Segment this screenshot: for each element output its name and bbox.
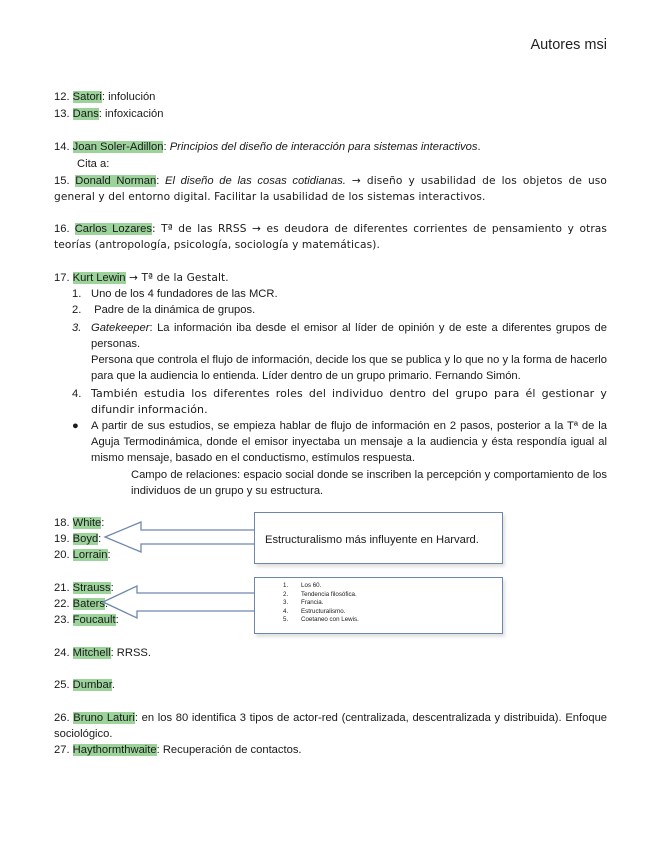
list-item: 5. Coetaneo con Lewis. <box>283 616 359 623</box>
bullet-dot: ● <box>72 420 79 432</box>
list-item: 21. Strauss: <box>54 582 114 594</box>
author-name: Dans <box>72 108 99 120</box>
author-name: Haythormthwaite <box>72 744 157 756</box>
callout-box-notes <box>254 577 503 634</box>
sub-list-text: Padre de la dinámica de grupos. <box>91 304 256 316</box>
author-name: Carlos Lozares <box>74 223 152 235</box>
author-name: Foucault <box>72 614 116 626</box>
list-item: 14. Joan Soler-Adillon: Principios del diseño de interacción para sistemas interactivos. <box>54 141 481 153</box>
callout-box-structuralism <box>254 512 503 564</box>
list-item: 3. Francia. <box>283 599 324 606</box>
sub-list-num: 3. <box>72 322 82 334</box>
sub-list-extra: Persona que controla el flujo de información, decide los que se publica y lo que no y la forma de hacerlo para que la audiencia lo entienda. Líder dentro de un grupo primario. Fernando Simón. <box>91 354 607 382</box>
author-name: Kurt Lewin <box>72 272 126 284</box>
cita-label: Cita a: <box>77 158 110 170</box>
sub-list-text: También estudia los diferentes roles del individuo dentro del grupo para él gestionar y difundir información. <box>91 387 607 416</box>
list-item: 17. Kurt Lewin → Tª de la Gestalt. <box>54 272 229 284</box>
author-name: Dumbar <box>72 679 112 691</box>
page-header-title: Autores msi <box>530 37 607 53</box>
list-item: 13. Dans: infoxicación <box>54 108 164 120</box>
list-item: 24. Mitchell: RRSS. <box>54 647 152 659</box>
list-item: 22. Baters <box>54 598 106 610</box>
author-name: Boyd <box>72 533 99 545</box>
author-name: Donald Norman <box>75 175 157 187</box>
sub-list-text: Gatekeeper: La información iba desde el emisor al líder de opinión y de este a diferentes grupos de personas. <box>91 322 607 350</box>
author-name: Satori <box>72 91 102 103</box>
list-item: 26. Bruno Laturi: en los 80 identifica 3 tipos de actor-red (centralizada, descentralizada y distribuida). Enfoque sociológico. <box>54 712 608 740</box>
list-item: 20. Lorrain: <box>54 549 111 561</box>
arrow-left-icon <box>105 522 255 552</box>
list-item: 16. Carlos Lozares: Tª de las RRSS → es deudora de diferentes corrientes de pensamiento y otras teorías (antropología, psicología, sociología y matemáticas). <box>54 223 607 251</box>
list-item: 18. White: <box>54 517 105 529</box>
sub-list-num: 4. <box>72 388 82 400</box>
list-item: 19. Boyd: <box>54 533 102 545</box>
sub-list-num: 1. <box>72 288 82 300</box>
callout-text: Estructuralismo más influyente en Harvard. <box>265 534 479 546</box>
author-name: Joan Soler-Adillon <box>72 141 164 153</box>
sub-list-text: Uno de los 4 fundadores de las MCR. <box>91 288 278 300</box>
list-item: 25. Dumbar. <box>54 679 115 691</box>
list-item: 2. Tendencia filosófica. <box>283 590 357 598</box>
list-item: 1. Los 60. <box>283 582 322 589</box>
book-title: El diseño de las cosas cotidianas. <box>165 175 346 187</box>
list-item: 4. Estructuralismo. <box>283 607 346 615</box>
list-item: 15. Donald Norman: El diseño de las cosas cotidianas. → diseño y usabilidad de los objetos de uso general y del entorno digital. Facilitar la usabilidad de los sistemas interactivos. <box>54 175 608 203</box>
bullet-text: A partir de sus estudios, se empieza hablar de flujo de información en 2 pasos, posterior a la Tª de la Aguja Termodinámica, donde el emisor inyectaba un mensaje a la audiencia y ésta respondía igual al mismo mensaje, basado en el conductismo, estímulos respuesta. <box>91 420 607 464</box>
author-name: White <box>72 517 102 529</box>
author-name: Lorrain <box>72 549 108 561</box>
list-item: 23. Foucault: <box>54 614 119 626</box>
author-name: Baters <box>72 598 106 610</box>
book-title: Principios del diseño de interacción para sistemas interactivos <box>169 141 478 153</box>
arrow-left-icon <box>103 586 255 618</box>
author-name: Bruno Laturi <box>73 712 135 724</box>
callout-list <box>283 582 359 625</box>
list-item: 12. Satori: infolución <box>54 91 156 103</box>
author-name: Mitchell <box>72 647 111 659</box>
sub-list-num: 2. <box>72 304 82 316</box>
list-item: 27. Haythormthwaite: Recuperación de contactos. <box>54 744 302 756</box>
author-name: Strauss <box>72 582 111 594</box>
campo-text: Campo de relaciones: espacio social donde se inscriben la percepción y comportamiento de los individuos de un grupo y su estructura. <box>131 469 607 497</box>
